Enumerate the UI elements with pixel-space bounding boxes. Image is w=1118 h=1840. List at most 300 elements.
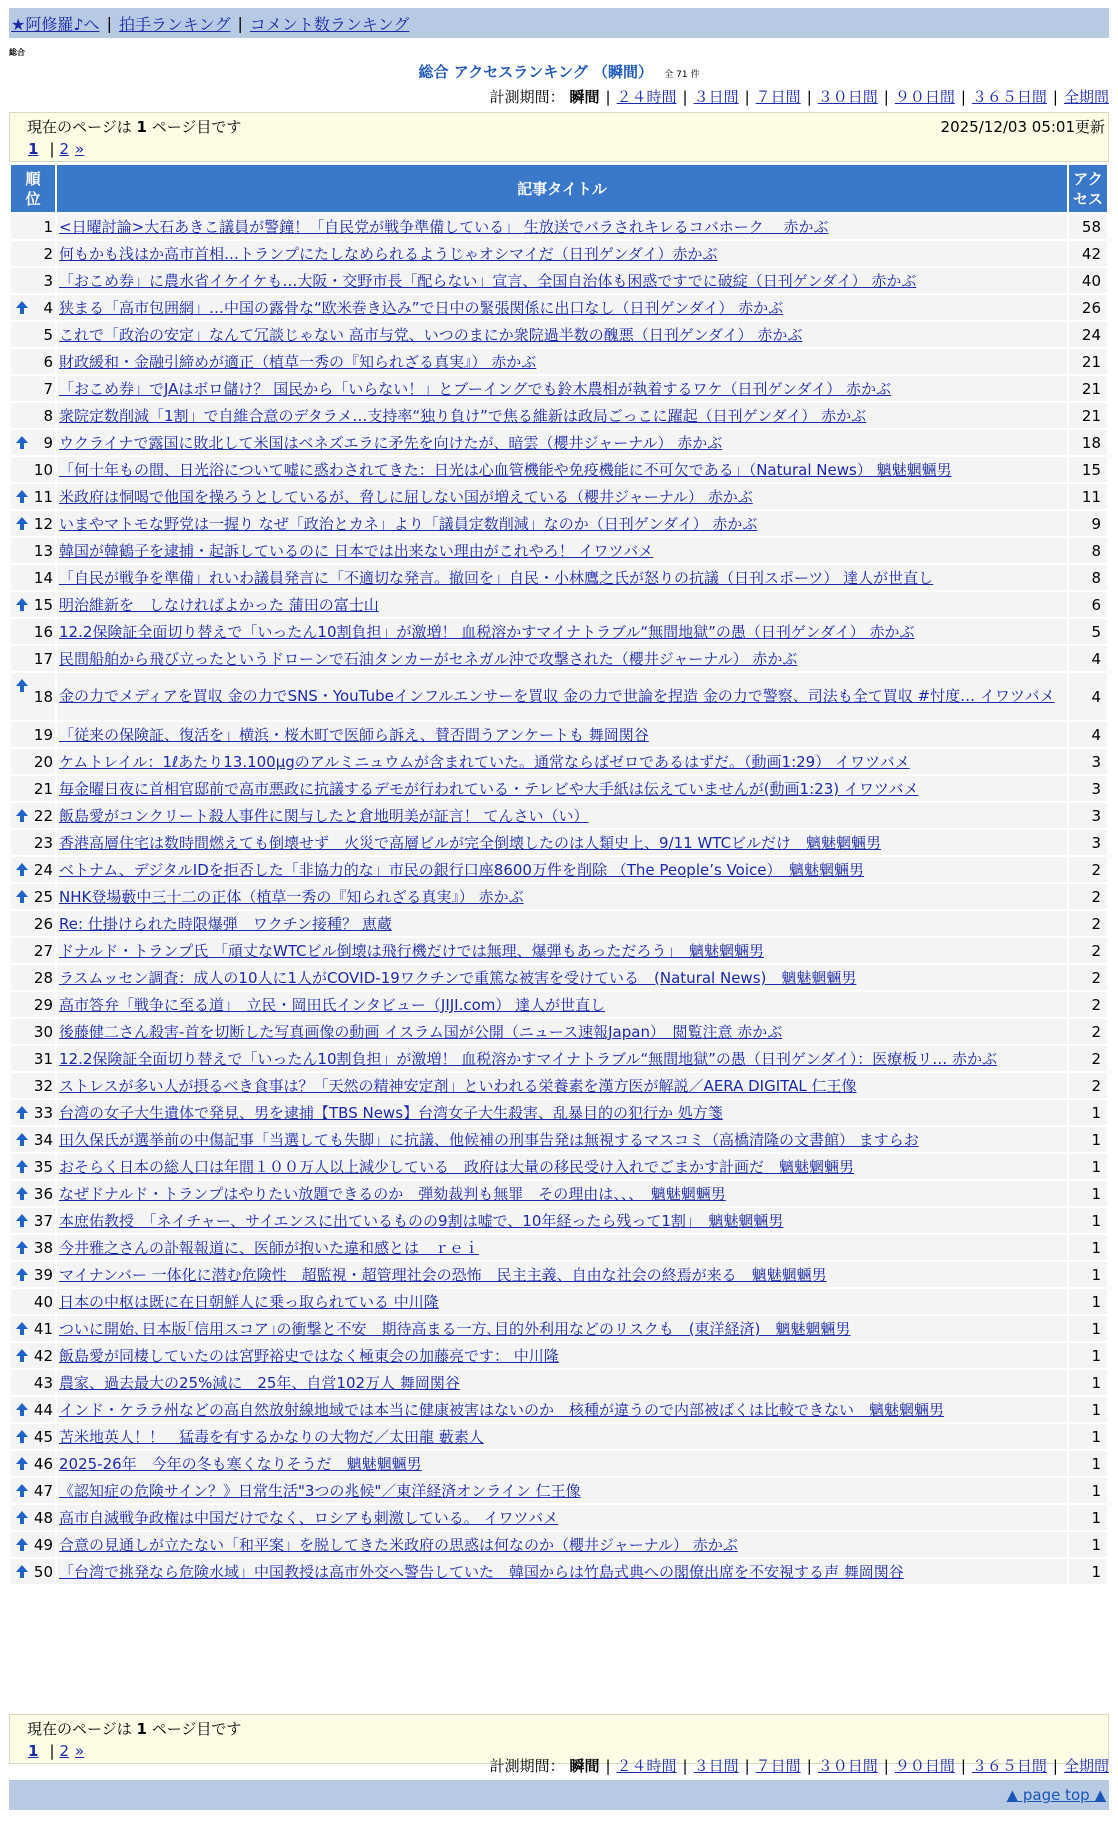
access-count: 2 — [1069, 911, 1107, 936]
rank-number: 17 — [33, 649, 53, 668]
title-cell — [57, 722, 1067, 747]
rank-number: 30 — [33, 1022, 53, 1041]
period-selector-bottom — [490, 1755, 1109, 1776]
rank-cell — [11, 992, 55, 1017]
bottom-bar — [9, 1780, 1109, 1810]
article-title-link[interactable]: 何もかも浅はか高市首相…トランプにたしなめられるようじゃオシマイだ（日刊ゲンダイ）赤かぶ — [59, 245, 718, 263]
rank-cell — [11, 1181, 55, 1206]
rank-cell — [11, 1397, 55, 1422]
rank-number: 31 — [33, 1049, 53, 1068]
access-count: 4 — [1069, 722, 1107, 747]
article-title-link[interactable]: 金の力でメディアを買収 金の力でSNS・YouTubeインフルエンサーを買収 金の力で世論を捏造 金の力で警察、司法も全て買収 #忖度… イワツバメ — [59, 687, 1055, 705]
rank-up-arrow-icon — [16, 301, 28, 308]
title-cell — [57, 749, 1067, 774]
article-title-link[interactable]: いまやマトモな野党は一握り なぜ「政治とカネ」より「議員定数削減」なのか（日刊ゲンダイ） 赤かぶ — [59, 515, 758, 533]
period-label: 計測期間： — [489, 88, 570, 106]
access-count: 2 — [1069, 965, 1107, 990]
period-option-link[interactable]: ９０日間 — [894, 88, 955, 106]
rank-cell — [11, 1154, 55, 1179]
rank-up-arrow-icon — [16, 1484, 28, 1491]
article-title-link[interactable]: 今井雅之さんの訃報報道に、医師が抱いた違和感とは ｒｅｉ — [59, 1239, 480, 1257]
access-count: 18 — [1069, 430, 1107, 455]
rank-number: 38 — [33, 1238, 53, 1257]
ranking-row — [11, 992, 1107, 1017]
article-title-link[interactable]: ウクライナで露国に敗北して米国はベネズエラに矛先を向けたが、暗雲（櫻井ジャーナル） 赤かぶ — [59, 434, 723, 452]
access-count: 11 — [1069, 484, 1107, 509]
title-cell — [57, 1532, 1067, 1557]
rank-up-arrow-icon — [16, 1322, 28, 1329]
ranking-row — [11, 776, 1107, 801]
access-count: 21 — [1069, 349, 1107, 374]
ranking-row — [11, 1424, 1107, 1449]
ranking-row — [11, 619, 1107, 644]
rank-up-arrow-icon — [16, 1214, 28, 1221]
period-separator: | — [605, 1757, 611, 1775]
page-top-link[interactable]: ▲ page top ▲ — [1006, 1786, 1106, 1804]
rank-cell — [11, 1127, 55, 1152]
rank-up-arrow-icon — [16, 1268, 28, 1275]
rank-cell — [11, 1370, 55, 1395]
article-title-link[interactable]: これで「政治の安定」なんて冗談じゃない 高市与党、いつのまにか衆院過半数の醜悪（日刊ゲンダイ） 赤かぶ — [59, 326, 803, 344]
article-title-link[interactable]: ベトナム、デジタルIDを拒否した「非協力的な」市民の銀行口座8600万件を削除 （The People’s Voice） 魑魅魍魎男 — [59, 861, 864, 879]
article-title-link[interactable]: NHK登場藪中三十二の正体（植草一秀の『知られざる真実』） 赤かぶ — [59, 888, 524, 906]
access-count: 4 — [1069, 673, 1107, 720]
ranking-row — [11, 1478, 1107, 1503]
rank-number: 1 — [43, 217, 53, 236]
rank-up-arrow-icon — [16, 1511, 28, 1518]
title-cell — [57, 1262, 1067, 1287]
title-cell — [57, 803, 1067, 828]
rank-number: 14 — [33, 568, 53, 587]
rank-number: 48 — [33, 1508, 53, 1527]
period-label: 計測期間： — [489, 1757, 570, 1775]
rank-cell — [11, 722, 55, 747]
rank-up-arrow-icon — [16, 863, 28, 870]
ranking-table — [9, 163, 1109, 1586]
pager-current-page[interactable]: 1 — [28, 140, 39, 158]
rank-number: 19 — [33, 725, 53, 744]
ranking-row — [11, 295, 1107, 320]
rank-up-arrow-icon — [16, 1187, 28, 1194]
access-count: 1 — [1069, 1370, 1107, 1395]
period-separator: | — [883, 1757, 889, 1775]
title-cell — [57, 430, 1067, 455]
article-title-link[interactable]: 民間船舶から飛び立ったというドローンで石油タンカーがセネガル沖で攻撃された（櫻井ジャーナル） 赤かぶ — [59, 650, 798, 668]
rank-up-arrow-icon — [16, 1565, 28, 1572]
title-cell — [57, 565, 1067, 590]
ranking-row — [11, 241, 1107, 266]
period-separator: | — [806, 1757, 812, 1775]
nav-separator: | — [237, 13, 243, 33]
title-cell — [57, 268, 1067, 293]
rank-number: 23 — [33, 833, 53, 852]
ranking-row — [11, 911, 1107, 936]
ranking-row — [11, 673, 1107, 720]
rank-up-arrow-icon — [16, 436, 28, 443]
article-title-link[interactable]: 財政緩和・金融引締めが適正（植草一秀の『知られざる真実』） 赤かぶ — [59, 353, 537, 371]
ranking-row — [11, 592, 1107, 617]
article-title-link[interactable]: 農家、過去最大の25%減に 25年、自営102万人 舞岡関谷 — [59, 1374, 460, 1392]
article-title-link[interactable]: 「自民が戦争を準備」れいわ議員発言に「不適切な発言。撤回を」自民・小林鷹之氏が怒りの抗議（日刊スポーツ） 達人が世直し — [59, 569, 934, 587]
rank-cell — [11, 1451, 55, 1476]
ranking-row — [11, 511, 1107, 536]
access-count: 1 — [1069, 1154, 1107, 1179]
title-cell — [57, 511, 1067, 536]
title-cell — [57, 484, 1067, 509]
period-option-link[interactable]: ７日間 — [755, 1757, 801, 1775]
ranking-row — [11, 1451, 1107, 1476]
article-title-link[interactable]: 12.2保険証全面切り替えで「いったん10割負担」が激増！ 血税溶かすマイナトラブル“無間地獄”の愚（日刊ゲンダイ） 赤かぶ — [59, 623, 915, 641]
rank-number: 36 — [33, 1184, 53, 1203]
article-title-link[interactable]: 《認知症の危険サイン？》日常生活"3つの兆候"／東洋経済オンライン 仁王像 — [59, 1482, 581, 1500]
ranking-row — [11, 884, 1107, 909]
article-title-link[interactable]: おそらく日本の総人口は年間１００万人以上減少している 政府は大量の移民受け入れでごまかす計画だ 魑魅魍魎男 — [59, 1158, 855, 1176]
access-count: 24 — [1069, 322, 1107, 347]
title-cell — [57, 403, 1067, 428]
ranking-row — [11, 484, 1107, 509]
period-option-link[interactable]: ７日間 — [755, 88, 801, 106]
period-separator: | — [960, 88, 966, 106]
article-title-link[interactable]: 2025-26年 今年の冬も寒くなりそうだ 魑魅魍魎男 — [59, 1455, 422, 1473]
article-title-link[interactable]: 高市自滅戦争政権は中国だけでなく、ロシアも刺激している。 イワツバメ — [59, 1509, 559, 1527]
title-cell — [57, 1478, 1067, 1503]
article-title-link[interactable]: 苫米地英人！！ 猛毒を有するかなりの大物だ／太田龍 藪素人 — [59, 1428, 484, 1446]
rank-up-arrow-icon — [16, 598, 28, 605]
access-count: 2 — [1069, 992, 1107, 1017]
period-option-link[interactable]: ２４時間 — [616, 88, 677, 106]
access-count: 1 — [1069, 1424, 1107, 1449]
title-cell — [57, 349, 1067, 374]
title-cell — [57, 214, 1067, 239]
access-count: 21 — [1069, 376, 1107, 401]
rank-number: 29 — [33, 995, 53, 1014]
rank-number: 49 — [33, 1535, 53, 1554]
article-title-link[interactable]: 「従来の保険証、復活を」横浜・桜木町で医師ら訴え、賛否問うアンケートも 舞岡関谷 — [59, 726, 649, 744]
rank-number: 11 — [33, 487, 53, 506]
ranking-row — [11, 430, 1107, 455]
rank-up-arrow-icon — [16, 1133, 28, 1140]
rank-number: 2 — [43, 244, 53, 263]
rank-cell — [11, 484, 55, 509]
article-title-link[interactable]: ラスムッセン調査：成人の10人に1人がCOVID-19ワクチンで重篤な被害を受けている (Natural News) 魑魅魍魎男 — [59, 969, 857, 987]
access-count: 1 — [1069, 1289, 1107, 1314]
rank-number: 46 — [33, 1454, 53, 1473]
rank-number: 5 — [43, 325, 53, 344]
ranking-row — [11, 403, 1107, 428]
rank-number: 7 — [43, 379, 53, 398]
article-title-link[interactable]: 後藤健二さん殺害-首を切断した写真画像の動画 イスラム国が公開（ニュース速報Japan） 閲覧注意 赤かぶ — [59, 1023, 783, 1041]
article-title-link[interactable]: 「おこめ券」でJAはボロ儲け？ 国民から「いらない！」とブーイングでも鈴木農相が執着するワケ（日刊ゲンダイ） 赤かぶ — [59, 380, 892, 398]
title-cell — [57, 646, 1067, 671]
ranking-row — [11, 1289, 1107, 1314]
article-title-link[interactable]: 日本の中枢は既に在日朝鮮人に乗っ取られている 中川隆 — [59, 1293, 439, 1311]
article-title-link[interactable]: ケムトレイル：1ℓあたり13.100μgのアルミニュウムが含まれていた。通常ならばゼロであるはずだ。（動画1:29） イワツバメ — [59, 753, 910, 771]
rank-up-arrow-icon — [16, 1538, 28, 1545]
article-title-link[interactable]: 田久保氏が選挙前の中傷記事「当選しても失脚」に抗議、他候補の刑事告発は無視するマスコミ（高橋清隆の文書館） ますらお — [59, 1131, 919, 1149]
rank-cell — [11, 1100, 55, 1125]
current-page-number: 1 — [136, 1720, 147, 1738]
rank-number: 47 — [33, 1481, 53, 1500]
rank-up-arrow-icon — [16, 890, 28, 897]
title-cell — [57, 241, 1067, 266]
pager-next[interactable]: » — [75, 140, 85, 158]
access-count: 42 — [1069, 241, 1107, 266]
rank-cell — [11, 376, 55, 401]
rank-cell — [11, 322, 55, 347]
period-option-link[interactable]: ３６５日間 — [971, 1757, 1047, 1775]
article-title-link[interactable]: 香港高層住宅は数時間燃えても倒壊せず 火災で高層ビルが完全倒壊したのは人類史上、9/11 WTCビルだけ 魑魅魍魎男 — [59, 834, 882, 852]
period-option-link[interactable]: 全期間 — [1063, 1757, 1109, 1775]
rank-number: 35 — [33, 1157, 53, 1176]
article-title-link[interactable]: ドナルド・トランプ氏 「頑丈なWTCビル倒壊は飛行機だけでは無理、爆弾もあっただろう」 魑魅魍魎男 — [59, 942, 764, 960]
rank-cell — [11, 1046, 55, 1071]
period-option-link[interactable]: ９０日間 — [894, 1757, 955, 1775]
page-title — [0, 61, 1118, 82]
rank-up-arrow-icon — [16, 1349, 28, 1356]
title-cell — [57, 1370, 1067, 1395]
article-title-link[interactable]: ストレスが多い人が摂るべき食事は？「天然の精神安定剤」といわれる栄養素を漢方医が解説／AERA DIGITAL 仁王像 — [59, 1077, 857, 1095]
access-count: 2 — [1069, 1073, 1107, 1098]
table-header-row — [11, 165, 1107, 212]
rank-cell — [11, 857, 55, 882]
access-count: 3 — [1069, 830, 1107, 855]
title-cell — [57, 673, 1067, 720]
ranking-row — [11, 722, 1107, 747]
rank-cell — [11, 776, 55, 801]
access-count: 1 — [1069, 1532, 1107, 1557]
title-cell — [57, 911, 1067, 936]
rank-cell — [11, 1424, 55, 1449]
article-title-link[interactable]: Re: 仕掛けられた時限爆弾 ワクチン接種？ 恵蔵 — [59, 915, 392, 933]
article-title-link[interactable]: 台湾の女子大生遺体で発見、男を逮捕【TBS News】台湾女子大生殺害、乱暴目的の犯行か 処方箋 — [59, 1104, 723, 1122]
period-option-link[interactable]: ３日間 — [693, 1757, 739, 1775]
rank-cell — [11, 1559, 55, 1584]
access-count: 5 — [1069, 619, 1107, 644]
rank-number: 37 — [33, 1211, 53, 1230]
article-title-link[interactable]: 米政府は恫喝で他国を操ろうとしているが、脅しに屈しない国が増えている（櫻井ジャーナル） 赤かぶ — [59, 488, 753, 506]
period-separator: | — [744, 88, 750, 106]
rank-number: 22 — [33, 806, 53, 825]
rank-number: 27 — [33, 941, 53, 960]
period-option-link[interactable]: ３０日間 — [817, 1757, 878, 1775]
pager-current-page[interactable]: 1 — [28, 1742, 39, 1760]
rank-number: 25 — [33, 887, 53, 906]
period-option-link[interactable]: ３０日間 — [817, 88, 878, 106]
rank-number: 16 — [33, 622, 53, 641]
period-option-link[interactable]: ３６５日間 — [971, 88, 1047, 106]
article-title-link[interactable]: <日曜討論>大石あきこ議員が警鐘！「自民党が戦争準備している」 生放送でバラされキレるコバホーク 赤かぶ — [59, 218, 829, 236]
rank-up-arrow-icon — [16, 1403, 28, 1410]
ranking-row — [11, 538, 1107, 563]
rank-cell — [11, 803, 55, 828]
ranking-row — [11, 1316, 1107, 1341]
article-title-link[interactable]: 「台湾で挑発なら危険水域」中国教授は高市外交へ警告していた 韓国からは竹島式典への閣僚出席を不安視する声 舞岡関谷 — [59, 1563, 904, 1581]
title-cell — [57, 884, 1067, 909]
title-cell — [57, 1289, 1067, 1314]
access-count: 6 — [1069, 592, 1107, 617]
access-count: 1 — [1069, 1505, 1107, 1530]
access-count: 1 — [1069, 1451, 1107, 1476]
rank-number: 26 — [33, 914, 53, 933]
ranking-row — [11, 803, 1107, 828]
access-count: 1 — [1069, 1262, 1107, 1287]
rank-up-arrow-icon — [16, 679, 28, 686]
rank-number: 8 — [43, 406, 53, 425]
ranking-row — [11, 457, 1107, 482]
rank-number: 44 — [33, 1400, 53, 1419]
title-cell — [57, 376, 1067, 401]
rank-cell — [11, 295, 55, 320]
title-column-header: 記事タイトル — [57, 165, 1067, 212]
article-title-link[interactable]: 毎金曜日夜に首相官邸前で高市悪政に抗議するデモが行われている・テレビや大手紙は伝えていませんが(動画1:23) イワツバメ — [59, 780, 919, 798]
article-title-link[interactable]: 衆院定数削減「1割」で自維合意のデタラメ…支持率“独り負け”で焦る維新は政局ごっこに躍起（日刊ゲンダイ） 赤かぶ — [59, 407, 867, 425]
access-count: 3 — [1069, 803, 1107, 828]
period-option-link[interactable]: ３日間 — [693, 88, 739, 106]
title-cell — [57, 1424, 1067, 1449]
ranking-row — [11, 965, 1107, 990]
period-option-link[interactable]: ２４時間 — [616, 1757, 677, 1775]
access-column-header: アク セス — [1069, 165, 1107, 212]
total-count: 全 71 件 — [664, 70, 700, 80]
period-option-link[interactable]: 全期間 — [1063, 88, 1109, 106]
rank-up-arrow-icon — [16, 1457, 28, 1464]
rank-number: 33 — [33, 1103, 53, 1122]
ranking-row — [11, 1262, 1107, 1287]
ranking-row — [11, 349, 1107, 374]
ranking-row — [11, 857, 1107, 882]
home-link[interactable]: ★阿修羅♪へ — [11, 14, 100, 34]
rank-cell — [11, 268, 55, 293]
rank-number: 34 — [33, 1130, 53, 1149]
ranking-row — [11, 646, 1107, 671]
rank-cell — [11, 1478, 55, 1503]
title-cell — [57, 457, 1067, 482]
period-separator: | — [682, 88, 688, 106]
access-count: 1 — [1069, 1181, 1107, 1206]
article-title-link[interactable]: マイナンバー 一体化に潜む危険性 超監視・超管理社会の恐怖 民主主義、自由な社会の終焉が来る 魑魅魍魎男 — [59, 1266, 827, 1284]
pager — [28, 1742, 90, 1760]
rank-number: 3 — [43, 271, 53, 290]
rank-cell — [11, 565, 55, 590]
pager-next[interactable]: » — [75, 1742, 85, 1760]
ranking-title: 総合 アクセスランキング （瞬間） — [418, 63, 654, 81]
rank-cell — [11, 884, 55, 909]
access-count: 3 — [1069, 776, 1107, 801]
article-title-link[interactable]: インド・ケララ州などの高自然放射線地域では本当に健康被害はないのか 核種が違うので内部被ばくは比較できない 魑魅魍魎男 — [59, 1401, 945, 1419]
rank-cell — [11, 241, 55, 266]
period-separator: | — [1052, 1757, 1058, 1775]
rank-number: 6 — [43, 352, 53, 371]
title-cell — [57, 1235, 1067, 1260]
rank-up-arrow-icon — [16, 1106, 28, 1113]
rank-cell — [11, 1019, 55, 1044]
rank-cell — [11, 1289, 55, 1314]
title-cell — [57, 619, 1067, 644]
rank-cell — [11, 619, 55, 644]
article-title-link[interactable]: 「おこめ券」に農水省イケイケも…大阪・交野市長「配らない」宣言、全国自治体も困惑ですでに破綻（日刊ゲンダイ） 赤かぶ — [59, 272, 917, 290]
access-count: 15 — [1069, 457, 1107, 482]
category-label: 総合 — [9, 48, 25, 57]
article-title-link[interactable]: 本庶佑教授 「ネイチャー、サイエンスに出ているものの9割は嘘で、10年経ったら残って1割」 魑魅魍魎男 — [59, 1212, 784, 1230]
pager-page-2[interactable]: 2 — [59, 1742, 70, 1760]
title-cell — [57, 1127, 1067, 1152]
rank-number: 24 — [33, 860, 53, 879]
article-title-link[interactable]: 高市答弁「戦争に至る道」 立民・岡田氏インタビュー（JIJI.com） 達人が世直し — [59, 996, 606, 1014]
updated-timestamp: 2025/12/03 05:01更新 — [940, 118, 1105, 136]
access-count: 21 — [1069, 403, 1107, 428]
article-title-link[interactable]: 狭まる「高市包囲網」…中国の露骨な“欧米巻き込み”で日中の緊張関係に出口なし（日刊ゲンダイ） 赤かぶ — [59, 299, 784, 317]
rank-up-arrow-icon — [16, 1241, 28, 1248]
rank-number: 12 — [33, 514, 53, 533]
rank-cell — [11, 965, 55, 990]
access-count: 1 — [1069, 1559, 1107, 1584]
rank-cell — [11, 673, 55, 720]
period-separator: | — [744, 1757, 750, 1775]
article-title-link[interactable]: 「何十年もの間、日光浴について嘘に惑わされてきた：日光は心血管機能や免疫機能に不可欠である」（Natural News） 魑魅魍魎男 — [59, 461, 952, 479]
rank-number: 43 — [33, 1373, 53, 1392]
pager — [28, 140, 90, 158]
access-count: 2 — [1069, 857, 1107, 882]
rank-column-header: 順 位 — [11, 165, 55, 212]
rank-cell — [11, 749, 55, 774]
comment-ranking-link[interactable]: コメント数ランキング — [249, 14, 410, 34]
access-count: 2 — [1069, 884, 1107, 909]
article-title-link[interactable]: 飯島愛が同棲していたのは宮野裕史ではなく極東会の加藤亮です： 中川隆 — [59, 1347, 559, 1365]
rank-cell — [11, 1316, 55, 1341]
period-current: 瞬間 — [569, 88, 600, 106]
rank-number: 10 — [33, 460, 53, 479]
ranking-row — [11, 1343, 1107, 1368]
article-title-link[interactable]: 飯島愛がコンクリート殺人事件に関与したと倉地明美が証言！ てんさい（い） — [59, 807, 589, 825]
article-title-link[interactable]: 韓国が韓鶴子を逮捕・起訴しているのに 日本では出来ない理由がこれやろ！ イワツバメ — [59, 542, 654, 560]
access-count: 8 — [1069, 538, 1107, 563]
title-cell — [57, 592, 1067, 617]
title-cell — [57, 1019, 1067, 1044]
rank-cell — [11, 1262, 55, 1287]
rank-cell — [11, 646, 55, 671]
access-count: 8 — [1069, 565, 1107, 590]
rank-number: 9 — [43, 433, 53, 452]
ranking-row — [11, 1073, 1107, 1098]
rank-number: 50 — [33, 1562, 53, 1581]
access-count: 1 — [1069, 1397, 1107, 1422]
ranking-row — [11, 1154, 1107, 1179]
ranking-row — [11, 1370, 1107, 1395]
article-title-link[interactable]: 合意の見通しが立たない「和平案」を脱してきた米政府の思惑は何なのか（櫻井ジャーナル） 赤かぶ — [59, 1536, 738, 1554]
article-title-link[interactable]: 12.2保険証全面切り替えで「いったん10割負担」が激増！ 血税溶かすマイナトラブル“無間地獄”の愚（日刊ゲンダイ）：医療板リ… 赤かぶ — [59, 1050, 997, 1068]
article-title-link[interactable]: ついに開始､日本版｢信用スコア｣の衝撃と不安 期待高まる一方､目的外利用などのリスクも (東洋経済) 魑魅魍魎男 — [59, 1320, 851, 1338]
rank-cell — [11, 1505, 55, 1530]
rank-up-arrow-icon — [16, 809, 28, 816]
access-count: 40 — [1069, 268, 1107, 293]
title-cell — [57, 295, 1067, 320]
article-title-link[interactable]: なぜドナルド・トランプはやりたい放題できるのか 弾劾裁判も無罪 その理由は、、、 魑魅魍魎男 — [59, 1185, 726, 1203]
rank-cell — [11, 938, 55, 963]
access-count: 1 — [1069, 1100, 1107, 1125]
rank-cell — [11, 511, 55, 536]
ranking-row — [11, 322, 1107, 347]
rank-number: 4 — [43, 298, 53, 317]
ranking-row — [11, 830, 1107, 855]
ranking-row — [11, 376, 1107, 401]
article-title-link[interactable]: 明治維新を しなければよかった 蒲田の富士山 — [59, 596, 379, 614]
rank-cell — [11, 1208, 55, 1233]
clap-ranking-link[interactable]: 拍手ランキング — [118, 14, 231, 34]
rank-cell — [11, 911, 55, 936]
pager-page-2[interactable]: 2 — [59, 140, 70, 158]
top-nav-bar — [9, 8, 1109, 38]
title-cell — [57, 992, 1067, 1017]
